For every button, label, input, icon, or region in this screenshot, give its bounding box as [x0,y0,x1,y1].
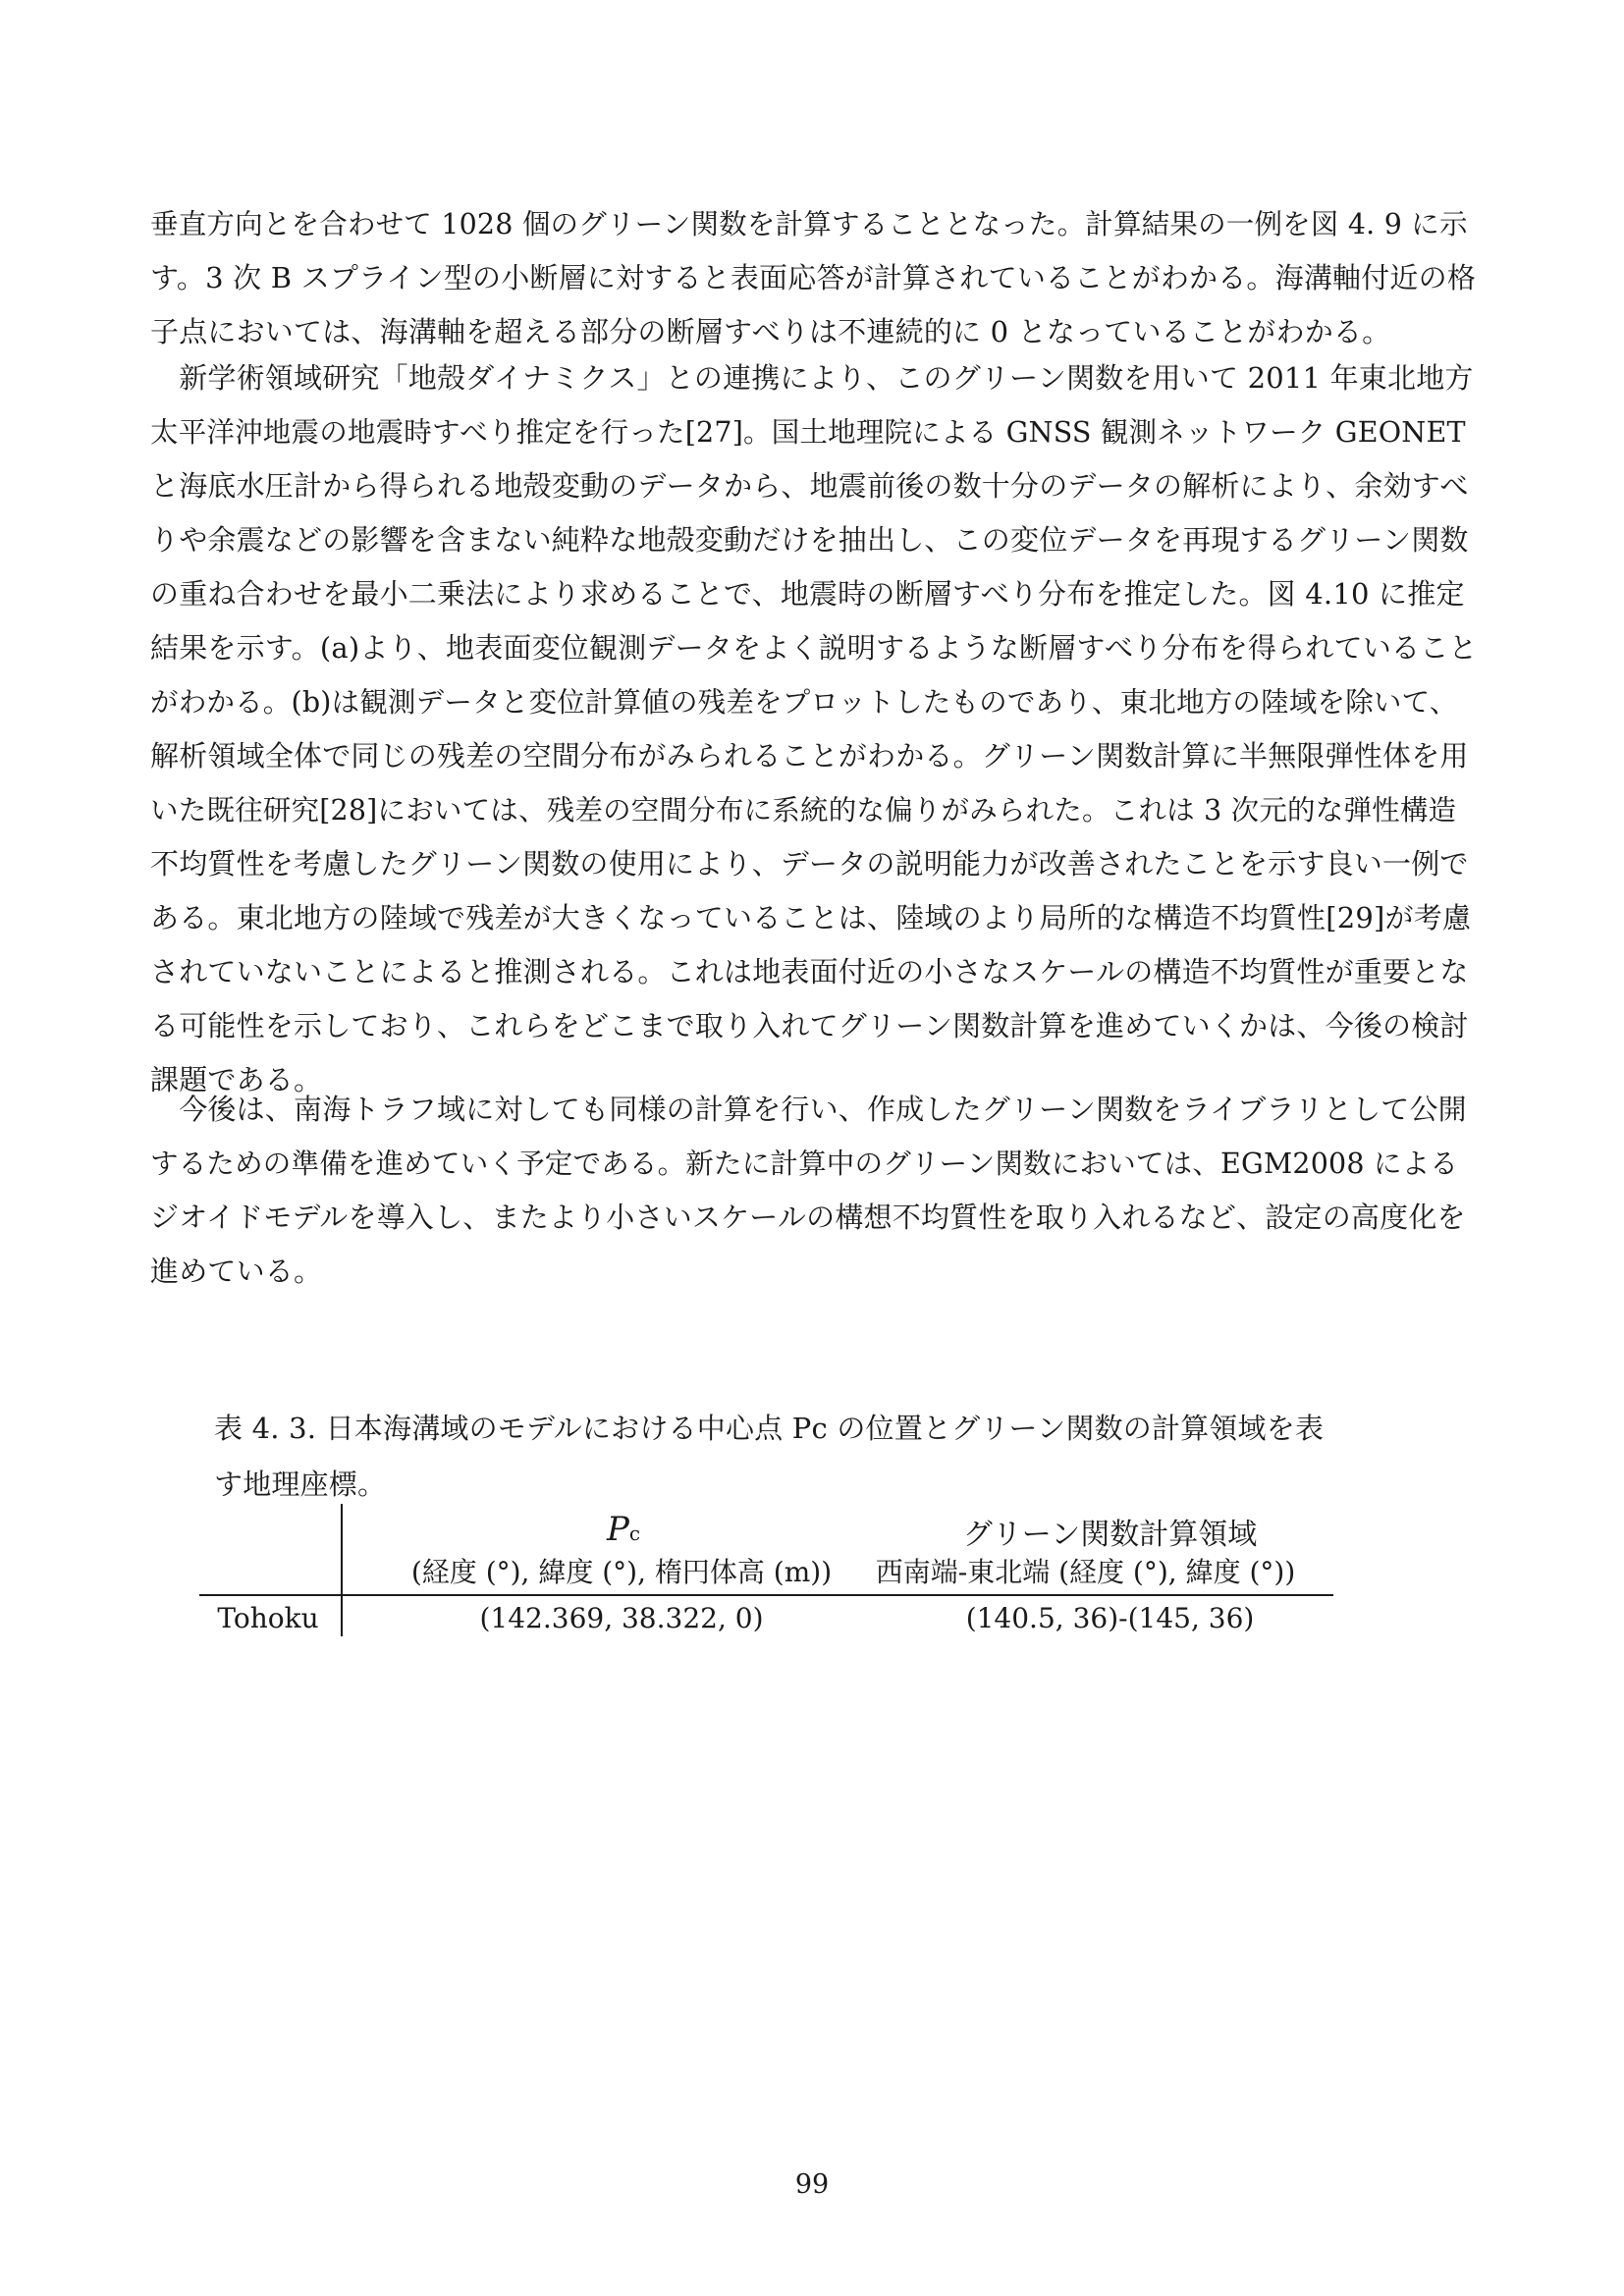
text-line: 不均質性を考慮したグリーン関数の使用により、データの説明能力が改善されたことを示す良い一例で [150,847,1469,881]
text-line: の重ね合わせを最小二乗法により求めることで、地震時の断層すべり分布を推定した。図 4.10 に推定 [150,577,1465,611]
paragraph-continuation [150,197,1478,359]
pc-subscript: c [628,1522,641,1545]
text-line: 結果を示す。(a)より、地表面変位観測データをよく説明するような断層すべり分布を得られていること [150,631,1478,665]
header-rule [199,1594,1333,1596]
text-line: と海底水圧計から得られる地殻変動のデータから、地震前後の数十分のデータの解析により、余効すべ [150,469,1469,503]
table-caption [214,1401,1353,1513]
text-line: りや余震などの影響を含まない純粋な地殻変動だけを抽出し、この変位データを再現するグリーン関数 [150,523,1469,557]
text-line: 今後は、南海トラフ域に対しても同様の計算を行い、作成したグリーン関数をライブラリとして公開 [150,1093,1467,1126]
text-line: る可能性を示しており、これらをどこまで取り入れてグリーン関数計算を進めていくかは、今後の検討 [150,1009,1469,1042]
text-line: いた既往研究[28]においては、残差の空間分布に系統的な偏りがみられた。これは 3 次元的な弾性構造 [150,794,1457,827]
region-value-cell: (140.5, 36)-(145, 36) [965,1602,1255,1634]
text-line: 解析領域全体で同じの残差の空間分布がみられることがわかる。グリーン関数計算に半無限弾性体を用 [150,739,1469,773]
text-line: 新学術領域研究「地殻ダイナミクス」との連携により、このグリーン関数を用いて 2011 年東北地方 [150,361,1474,395]
text-line: されていないことによると推測される。これは地表面付近の小さなスケールの構造不均質性が重要とな [150,955,1469,988]
column-divider [341,1504,343,1636]
pc-column-header [545,1510,702,1549]
pc-symbol: P [606,1510,629,1549]
text-line: す。3 次 B スプライン型の小断層に対すると表面応答が計算されていることがわかる。海溝軸付近の格 [150,261,1477,294]
region-column-subheader: 西南端-東北端 (経度 (°), 緯度 (°)) [875,1556,1296,1588]
pc-column-subheader: (経度 (°), 緯度 (°), 楕円体高 (m)) [410,1556,833,1588]
row-label: Tohoku [217,1602,319,1634]
text-line: がわかる。(b)は観測データと変位計算値の残差をプロットしたものであり、東北地方の陸域を除いて、 [150,686,1458,719]
text-line: 課題である。 [150,1063,323,1096]
text-line: ジオイドモデルを導入し、またより小さいスケールの構想不均質性を取り入れるなど、設定の高度化を [150,1201,1466,1234]
text-line: 子点においては、海溝軸を超える部分の断層すべりは不連続的に 0 となっていることがわかる。 [150,315,1391,348]
text-line: 太平洋沖地震の地震時すべり推定を行った[27]。国土地理院による GNSS 観測ネットワーク GEONET [150,416,1466,449]
paragraph-results [150,351,1478,1107]
caption-line: 表 4. 3. 日本海溝域のモデルにおける中心点 Pc の位置とグリーン関数の計算領域を表 [214,1412,1325,1445]
coordinate-table [199,1504,1333,1636]
text-line: するための準備を進めていく予定である。新たに計算中のグリーン関数においては、EGM2008 による [150,1148,1459,1180]
paragraph-future-work [150,1083,1478,1299]
pc-value-cell: (142.369, 38.322, 0) [479,1602,764,1634]
page-number: 99 [794,2169,830,2200]
text-line: ある。東北地方の陸域で残差が大きくなっていることは、陸域のより局所的な構造不均質性[29]が考慮 [150,901,1472,934]
caption-line: す地理座標。 [214,1468,387,1501]
region-column-header: グリーン関数計算領域 [962,1518,1258,1552]
text-line: 垂直方向とを合わせて 1028 個のグリーン関数を計算することとなった。計算結果の一例を図 4. 9 に示 [150,208,1468,240]
text-line: 進めている。 [150,1255,323,1288]
